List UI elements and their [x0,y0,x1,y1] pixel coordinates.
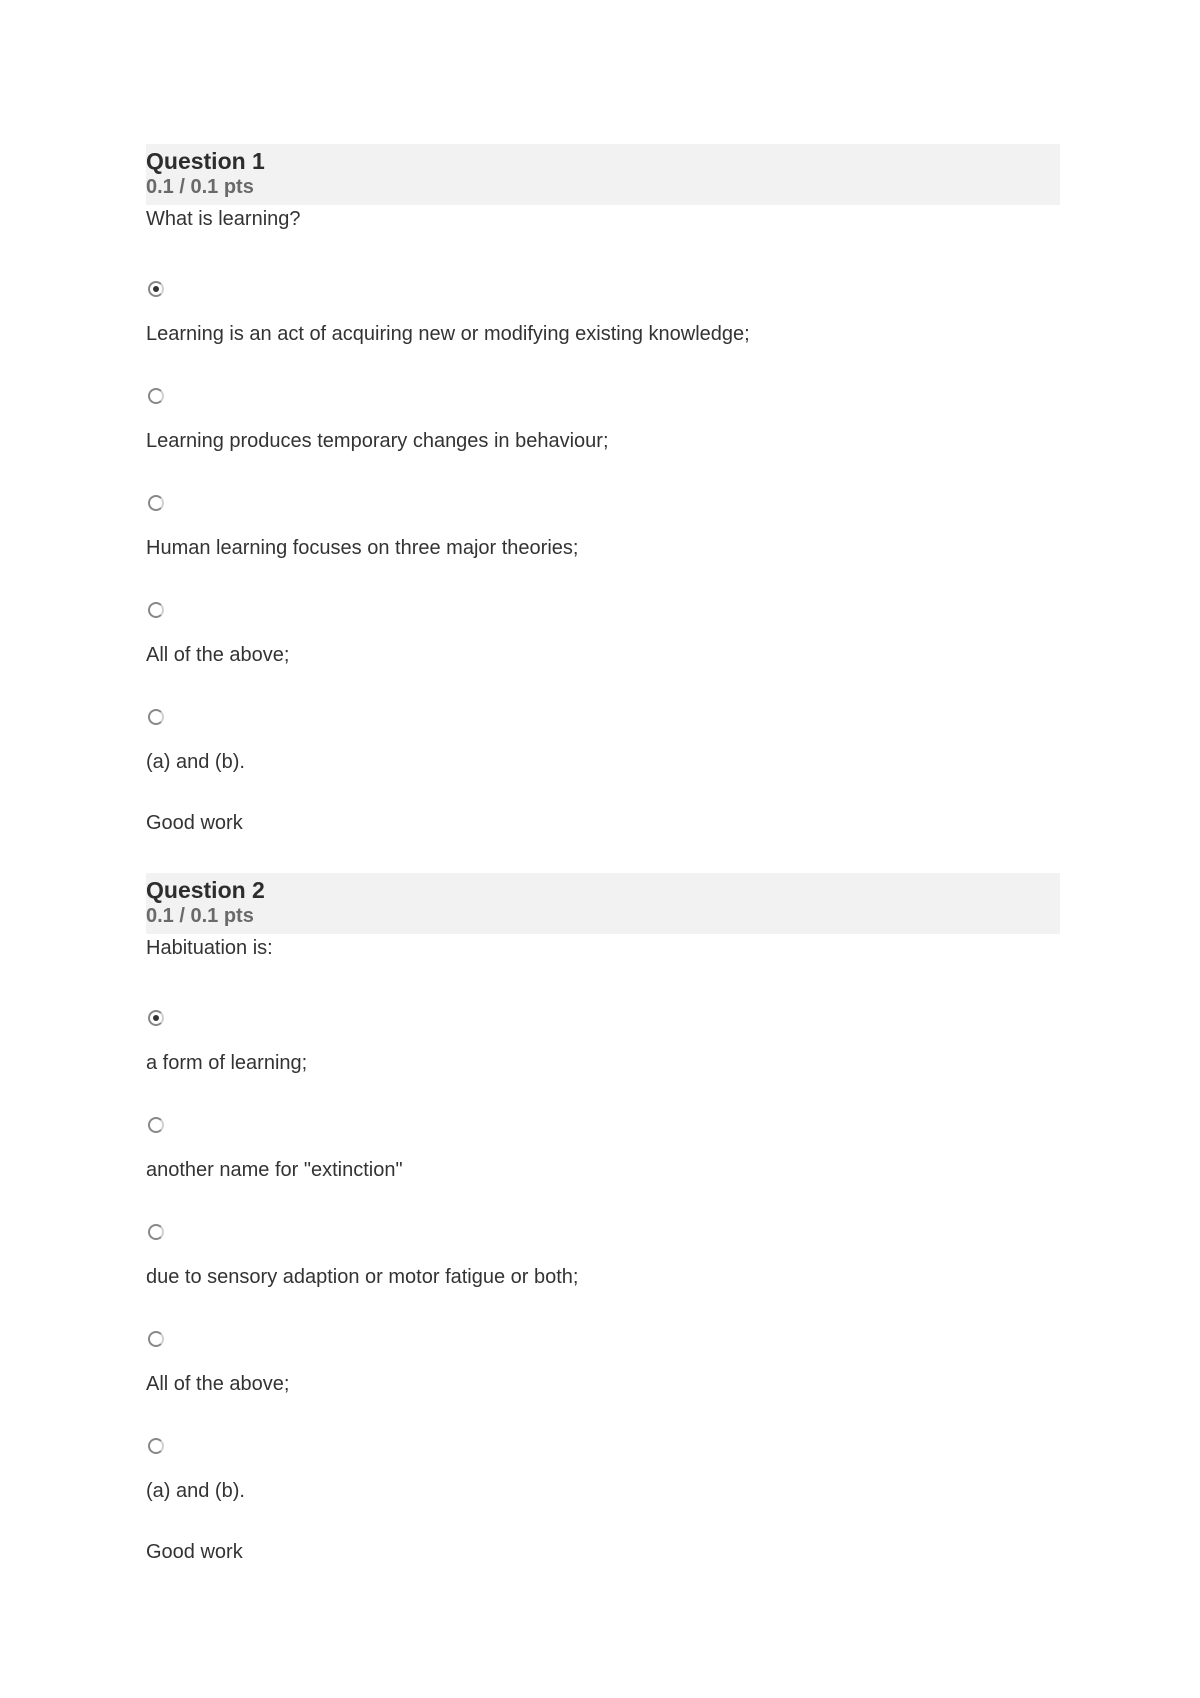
question-title: Question 1 [146,148,265,174]
answer-label: Learning produces temporary changes in behaviour; [146,430,609,452]
radio-icon[interactable] [148,1117,164,1133]
question-2 [146,873,1060,1563]
radio-icon[interactable] [148,1224,164,1240]
question-text: What is learning? [146,208,301,230]
answer-option-2[interactable] [146,388,1060,468]
radio-icon[interactable] [148,1438,164,1454]
answer-label: All of the above; [146,1373,290,1395]
question-text: Habituation is: [146,937,273,959]
radio-icon[interactable] [148,1331,164,1347]
answer-label: a form of learning; [146,1052,308,1074]
radio-selected-icon[interactable] [148,281,164,297]
radio-icon[interactable] [148,495,164,511]
answer-option-3[interactable] [146,1224,1060,1304]
answer-label: (a) and (b). [146,751,245,773]
answer-option-3[interactable] [146,495,1060,575]
question-header [146,873,1060,934]
answer-label: another name for "extinction" [146,1159,403,1181]
answer-option-4[interactable] [146,602,1060,682]
radio-icon[interactable] [148,709,164,725]
answer-option-5[interactable] [146,1438,1060,1518]
radio-icon[interactable] [148,388,164,404]
question-feedback: Good work [146,812,243,834]
question-1 [146,144,1060,834]
radio-selected-icon[interactable] [148,1010,164,1026]
answer-option-2[interactable] [146,1117,1060,1197]
answer-label: due to sensory adaption or motor fatigue or both; [146,1266,579,1288]
answer-option-4[interactable] [146,1331,1060,1411]
question-points: 0.1 / 0.1 pts [146,176,254,198]
answer-label: Learning is an act of acquiring new or modifying existing knowledge; [146,323,750,345]
answer-option-5[interactable] [146,709,1060,789]
answer-label: (a) and (b). [146,1480,245,1502]
question-header [146,144,1060,205]
answer-label: Human learning focuses on three major theories; [146,537,579,559]
answer-option-1[interactable] [146,281,1060,361]
question-feedback: Good work [146,1541,243,1563]
answer-label: All of the above; [146,644,290,666]
radio-icon[interactable] [148,602,164,618]
question-title: Question 2 [146,877,265,903]
question-points: 0.1 / 0.1 pts [146,905,254,927]
answer-option-1[interactable] [146,1010,1060,1090]
